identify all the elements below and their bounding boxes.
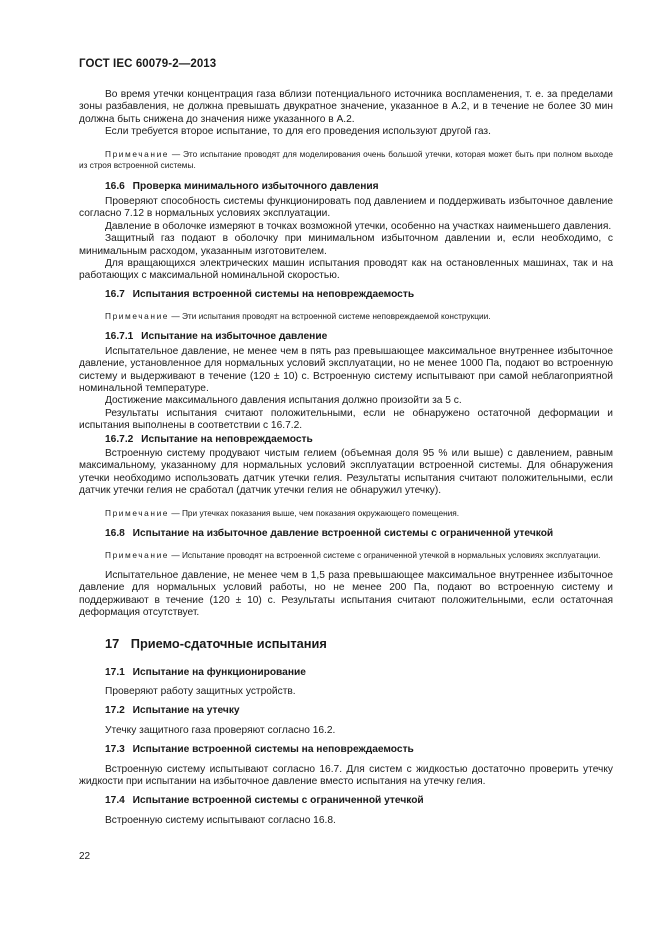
section-number: 16.7.1 <box>105 331 134 343</box>
section-number: 17.3 <box>105 744 125 756</box>
document-page <box>79 58 613 827</box>
section-title: Испытание на избыточное давление <box>141 331 328 343</box>
note-text: — Эти испытания проводят на встроенной системе неповреждаемой конструкции. <box>169 311 491 322</box>
section-heading <box>79 181 613 193</box>
note <box>79 508 613 519</box>
section-number: 16.8 <box>105 527 125 539</box>
section-title: Проверка минимального избыточного давления <box>132 180 379 192</box>
paragraph: Проверяют способность системы функционировать под давлением и поддерживать избыточное давление согласно 7.12 в нормальных условиях эксплуатации. <box>79 196 613 220</box>
note-text: — При утечках показания выше, чем показания окружающего помещения. <box>169 507 460 518</box>
note <box>79 311 613 322</box>
note-label: Примечание <box>105 148 170 159</box>
section-number: 16.7.2 <box>105 433 134 445</box>
section-title: Испытание встроенной системы с ограниченной утечкой <box>132 795 424 807</box>
paragraph: Защитный газ подают в оболочку при минимальном избыточном давлении и, если необходимо, с минимальным расходом, указанным изготовителем. <box>79 233 613 257</box>
section-number: 17.1 <box>105 666 125 678</box>
paragraph: Утечку защитного газа проверяют согласно 16.2. <box>105 724 336 736</box>
subsection-heading <box>79 331 613 343</box>
paragraph: Встроенную систему испытывают согласно 16.7. Для систем с жидкостью достаточно проверить утечку жидкости при испытании на избыточное давление вместо испытания на утечку гелия. <box>79 763 613 788</box>
section-title: Испытание встроенной системы на неповреждаемость <box>132 744 414 756</box>
paragraph: Испытательное давление, не менее чем в 1,5 раза превышающее максимальное внутреннее избыточное давление для нормальных условий работы, но не менее 200 Па, подают во встроенную систему и поддерживают в течение (120 ± 10) с. Результаты испытания считают положительными, если остаточная деформация отсутствует. <box>79 569 613 619</box>
note <box>79 149 613 171</box>
note-label: Примечание <box>105 311 170 322</box>
paragraph: Для вращающихся электрических машин испытания проводят как на остановленных машинах, так и на работающих с максимальной номинальной скоростью. <box>79 258 613 282</box>
document-header: ГОСТ IEC 60079-2—2013 <box>79 58 217 70</box>
subsection-heading <box>79 434 613 446</box>
section-heading <box>79 667 613 679</box>
page-number: 22 <box>79 851 91 862</box>
section-title: Испытание на неповреждаемость <box>141 433 313 445</box>
section-heading <box>79 705 613 717</box>
paragraph: Испытательное давление, не менее чем в пять раз превышающее максимальное внутреннее избыточное давление, установленное для нормальных условий эксплуатации, но не менее 1000 Па, подают во встроенную систему и выдерживают в течение (120 ± 10) с. Встроенную систему испытывают при самой неблагоприятной номинальной температуре. <box>79 345 613 394</box>
note-label: Примечание <box>105 549 170 560</box>
section-heading <box>79 744 613 756</box>
note-text: — Испытание проводят на встроенной системе с ограниченной утечкой в нормальных условиях эксплуатации. <box>169 549 601 560</box>
note <box>79 550 613 561</box>
chapter-number: 17 <box>105 635 120 651</box>
section-number: 17.4 <box>105 795 125 807</box>
section-number: 17.2 <box>105 705 125 717</box>
section-number: 16.6 <box>105 180 125 192</box>
paragraph: Давление в оболочке измеряют в точках возможной утечки, особенно на участках наименьшего давления. <box>105 220 612 232</box>
chapter-title: Приемо-сдаточные испытания <box>130 635 327 651</box>
section-title: Испытание на избыточное давление встроенной системы с ограниченной утечкой <box>132 527 554 539</box>
note-text: — Это испытание проводят для моделирования очень большой утечки, которая может быть при полном выходе из строя встроенной системы. <box>79 148 613 170</box>
section-number: 16.7 <box>105 288 125 300</box>
chapter-heading <box>79 636 613 651</box>
section-title: Испытание на функционирование <box>132 666 306 678</box>
paragraph: Проверяют работу защитных устройств. <box>105 686 296 697</box>
section-title: Испытание на утечку <box>132 705 240 717</box>
paragraph: Во время утечки концентрация газа вблизи потенциального источника воспламенения, т. е. за пределами зоны разбавления, не должна превышать двукратное значение, указанное в А.2, и в течение не более 30 мин должна быть снижена до значения ниже указанного в А.2. <box>79 89 613 125</box>
paragraph: Достижение максимального давления испытания должно произойти за 5 с. <box>105 395 462 407</box>
paragraph: Результаты испытания считают положительными, если не обнаружено остаточной деформации и испытания выполнены в соответствии с 16.7.2. <box>79 407 613 432</box>
section-heading <box>79 528 613 540</box>
paragraph: Если требуется второе испытание, то для его проведения используют другой газ. <box>105 126 491 138</box>
paragraph: Встроенную систему продувают чистым гелием (объемная доля 95 % или выше) с давлением, равным максимальному, указанному для нормальных условий эксплуатации встроенной системы. Для обнаружения утечки необходимо использовать датчик утечки гелия. Результаты испытания считают положительными, если датчик утечки гелия не сработал (датчик утечки гелия не обнаружил утечку). <box>79 447 613 497</box>
paragraph: Встроенную систему испытывают согласно 16.8. <box>105 814 336 826</box>
section-title: Испытания встроенной системы на неповреждаемость <box>132 288 415 300</box>
section-heading <box>79 289 613 301</box>
section-heading <box>79 795 613 807</box>
note-label: Примечание <box>105 507 170 518</box>
